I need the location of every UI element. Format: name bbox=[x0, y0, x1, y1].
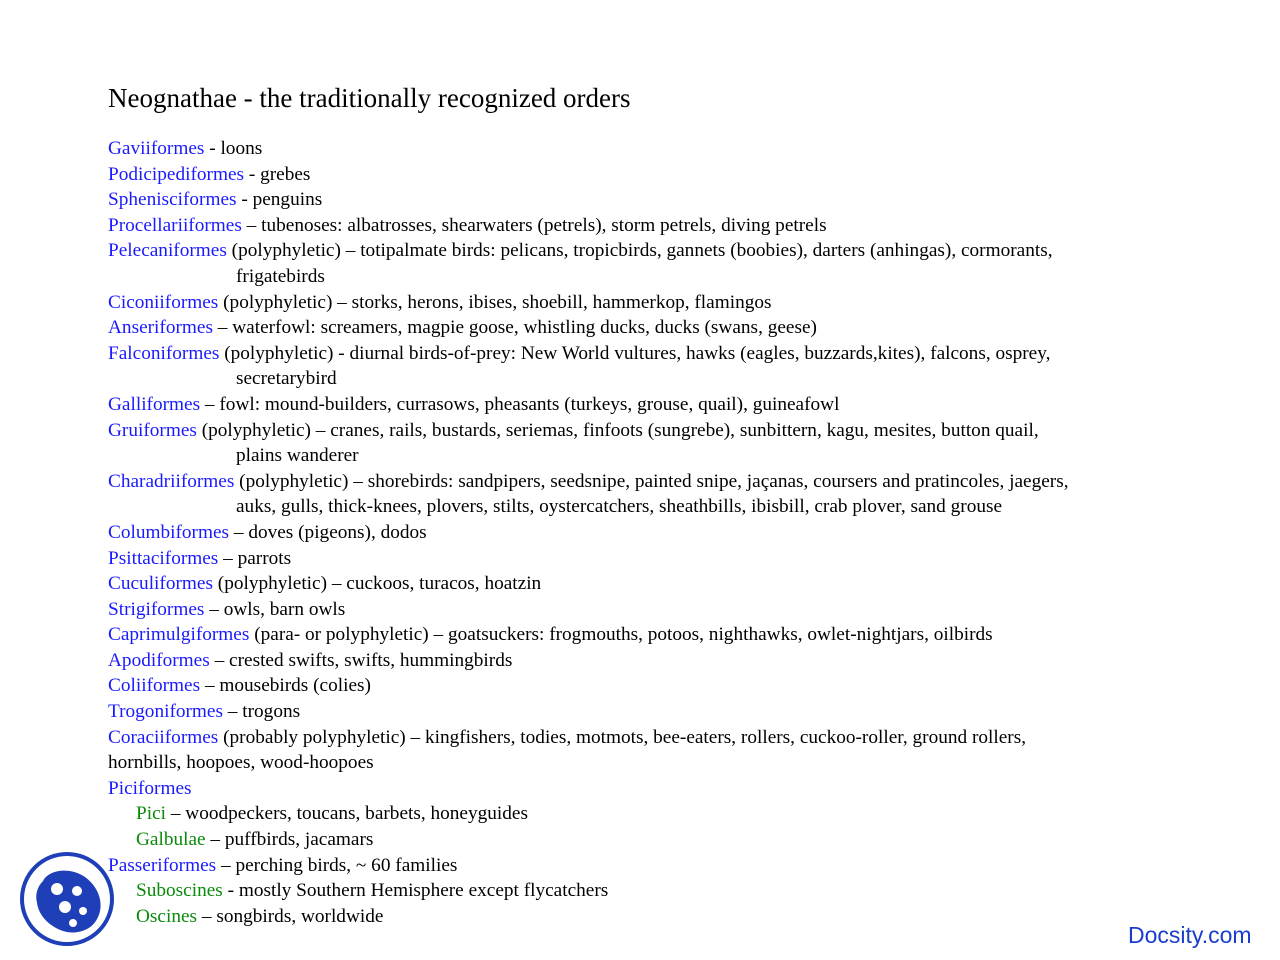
suborder-line bbox=[108, 827, 1188, 853]
order-name: Charadriiformes bbox=[108, 470, 235, 492]
order-line bbox=[108, 776, 1188, 802]
order-name: Passeriformes bbox=[108, 854, 217, 876]
order-name: Falconiformes bbox=[108, 342, 220, 364]
page-title: Neognathae - the traditionally recognized orders bbox=[108, 83, 631, 113]
order-description: (polyphyletic) – shorebirds: sandpipers, seedsnipe, painted snipe, jaçanas, coursers and pratincoles, jaegers, bbox=[234, 470, 1069, 492]
order-line bbox=[108, 341, 1188, 367]
suborder-name: Pici bbox=[136, 803, 166, 825]
order-description: – trogons bbox=[222, 701, 301, 723]
order-description-continuation: frigatebirds bbox=[236, 265, 325, 287]
order-name: Gruiformes bbox=[108, 419, 197, 441]
order-name: Anseriformes bbox=[108, 317, 213, 339]
order-name: Strigiformes bbox=[108, 598, 205, 620]
order-name: Piciformes bbox=[108, 777, 192, 799]
order-line bbox=[108, 597, 1188, 623]
order-name: Caprimulgiformes bbox=[108, 624, 250, 646]
order-line bbox=[108, 238, 1188, 264]
order-description: (polyphyletic) – cuckoos, turacos, hoatzin bbox=[212, 573, 542, 595]
suborder-line bbox=[108, 904, 1188, 930]
order-line bbox=[108, 546, 1188, 572]
order-line bbox=[108, 520, 1188, 546]
order-name: Trogoniformes bbox=[108, 701, 223, 723]
order-line bbox=[108, 136, 1188, 162]
order-description: - loons bbox=[204, 138, 263, 159]
order-line bbox=[108, 392, 1188, 418]
order-description: – doves (pigeons), dodos bbox=[229, 521, 427, 543]
order-description: – perching birds, ~ 60 families bbox=[216, 854, 458, 876]
order-line bbox=[108, 162, 1188, 188]
order-name: Galliformes bbox=[108, 393, 201, 415]
order-description-continuation: hornbills, hoopoes, wood-hoopoes bbox=[108, 752, 374, 774]
order-description: (polyphyletic) – cranes, rails, bustards, seriemas, finfoots (sungrebe), sunbittern, kagu, mesites, button quail, bbox=[196, 419, 1039, 441]
order-description: - mostly Southern Hemisphere except flycatchers bbox=[222, 880, 609, 902]
order-description: – fowl: mound-builders, currasows, pheasants (turkeys, grouse, quail), guineafowl bbox=[200, 393, 840, 415]
order-line bbox=[108, 699, 1188, 725]
order-description: (para- or polyphyletic) – goatsuckers: frogmouths, potoos, nighthawks, owlet-nightjars, oilbirds bbox=[249, 624, 993, 646]
order-description: - grebes bbox=[244, 163, 311, 185]
order-description: (polyphyletic) – storks, herons, ibises, shoebill, hammerkop, flamingos bbox=[218, 291, 772, 313]
order-line bbox=[108, 187, 1188, 213]
order-description: – parrots bbox=[218, 547, 292, 569]
order-description-continuation: secretarybird bbox=[236, 368, 337, 390]
order-line bbox=[108, 315, 1188, 341]
order-description-continuation: plains wanderer bbox=[236, 445, 359, 467]
order-name: Coraciiformes bbox=[108, 726, 219, 748]
suborder-line bbox=[108, 878, 1188, 904]
order-description: – woodpeckers, toucans, barbets, honeyguides bbox=[166, 803, 528, 825]
order-line bbox=[108, 648, 1188, 674]
order-name: Coliiformes bbox=[108, 675, 201, 697]
suborder-line bbox=[108, 801, 1188, 827]
order-description: – tubenoses: albatrosses, shearwaters (petrels), storm petrels, diving petrels bbox=[241, 214, 827, 236]
order-name: Ciconiiformes bbox=[108, 291, 219, 313]
order-description: – waterfowl: screamers, magpie goose, whistling ducks, ducks (swans, geese) bbox=[212, 317, 817, 339]
order-description: – crested swifts, swifts, hummingbirds bbox=[209, 649, 513, 671]
order-line bbox=[108, 673, 1188, 699]
order-list bbox=[108, 136, 1188, 929]
order-description: - penguins bbox=[236, 189, 323, 211]
order-description: (polyphyletic) – totipalmate birds: pelicans, tropicbirds, gannets (boobies), darters (anhingas), cormorants, bbox=[226, 240, 1053, 262]
order-name: Sphenisciformes bbox=[108, 189, 237, 211]
order-description: – puffbirds, jacamars bbox=[205, 829, 374, 851]
order-line bbox=[108, 622, 1188, 648]
docsity-brand-text: Docsity.com bbox=[1128, 922, 1252, 948]
order-line bbox=[108, 853, 1188, 879]
suborder-name: Oscines bbox=[136, 905, 198, 927]
suborder-name: Suboscines bbox=[136, 880, 223, 902]
order-description: (polyphyletic) - diurnal birds-of-prey: New World vultures, hawks (eagles, buzzards,kites), falcons, osprey, bbox=[219, 342, 1051, 364]
order-line bbox=[108, 469, 1188, 495]
suborder-name: Galbulae bbox=[136, 829, 206, 851]
order-description: – mousebirds (colies) bbox=[200, 675, 371, 697]
order-name: Gaviiformes bbox=[108, 138, 205, 159]
order-name: Apodiformes bbox=[108, 649, 210, 671]
docsity-logo-icon bbox=[19, 851, 115, 947]
order-line bbox=[108, 571, 1188, 597]
order-name: Psittaciformes bbox=[108, 547, 219, 569]
order-line bbox=[108, 725, 1188, 751]
order-description: – owls, barn owls bbox=[204, 598, 346, 620]
order-name: Columbiformes bbox=[108, 521, 230, 543]
order-name: Procellariiformes bbox=[108, 214, 242, 236]
order-line bbox=[108, 213, 1188, 239]
order-line bbox=[108, 418, 1188, 444]
order-line bbox=[108, 290, 1188, 316]
order-description: (probably polyphyletic) – kingfishers, todies, motmots, bee-eaters, rollers, cuckoo-roller, ground rollers, bbox=[218, 726, 1027, 748]
order-description-continuation: auks, gulls, thick-knees, plovers, stilts, oystercatchers, sheathbills, ibisbill, crab plover, sand grouse bbox=[236, 496, 1003, 518]
order-name: Pelecaniformes bbox=[108, 240, 227, 262]
order-name: Cuculiformes bbox=[108, 573, 213, 595]
order-name: Podicipediformes bbox=[108, 163, 245, 185]
order-description: – songbirds, worldwide bbox=[197, 905, 384, 927]
